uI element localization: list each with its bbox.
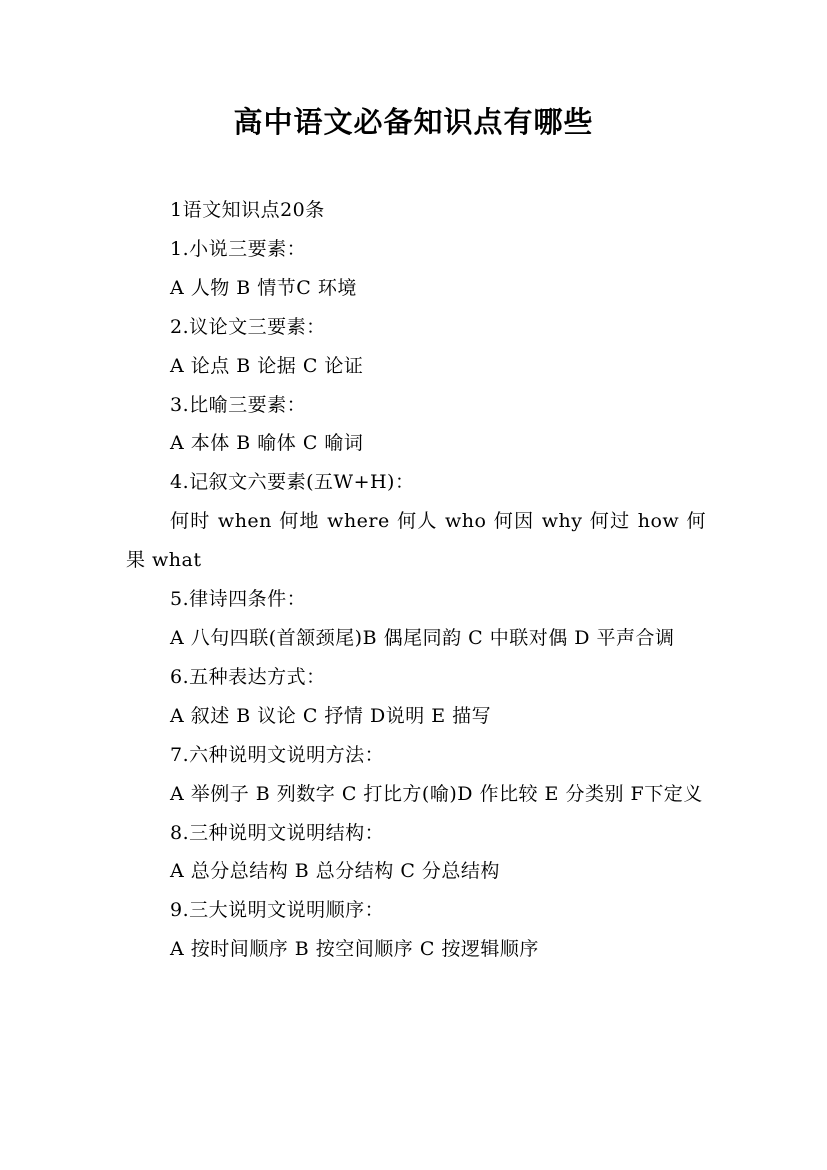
document-body — [126, 191, 706, 969]
paragraph-expression-modes-heading: 6.五种表达方式： — [170, 665, 326, 688]
paragraph-explanation-orders-heading: 9.三大说明文说明顺序： — [170, 899, 385, 922]
paragraph-novel-elements: A 人物 B 情节C 环境 — [170, 276, 357, 299]
paragraph-argument-elements-heading: 2.议论文三要素： — [170, 315, 326, 338]
paragraph-knowledge-heading: 1语文知识点20条 — [170, 199, 325, 221]
paragraph-explanation-structures-heading: 8.三种说明文说明结构： — [170, 821, 385, 844]
paragraph-expression-modes: A 叙述 B 议论 C 抒情 D说明 E 描写 — [170, 704, 492, 727]
paragraph-explanation-structures: A 总分总结构 B 总分结构 C 分总结构 — [170, 860, 500, 883]
paragraph-narrative-elements-heading: 4.记叙文六要素(五W+H)： — [170, 471, 415, 494]
paragraph-novel-elements-heading: 1.小说三要素： — [170, 237, 307, 260]
paragraph-argument-elements: A 论点 B 论据 C 论证 — [170, 354, 364, 377]
paragraph-metaphor-elements-heading: 3.比喻三要素： — [170, 393, 307, 416]
paragraph-explanation-orders: A 按时间顺序 B 按空间顺序 C 按逻辑顺序 — [170, 938, 539, 961]
paragraph-explanation-methods: A 举例子 B 列数字 C 打比方(喻)D 作比较 E 分类别 F下定义 — [170, 782, 703, 805]
paragraph-metaphor-elements: A 本体 B 喻体 C 喻词 — [170, 432, 364, 455]
paragraph-explanation-methods-heading: 7.六种说明文说明方法： — [170, 743, 385, 766]
paragraph-narrative-elements: 何时 when 何地 where 何人 who 何因 why 何过 how 何果 what — [126, 510, 706, 572]
document-title: 高中语文必备知识点有哪些 — [233, 105, 594, 139]
paragraph-regulated-verse: A 八句四联(首颔颈尾)B 偶尾同韵 C 中联对偶 D 平声合调 — [170, 626, 675, 649]
paragraph-regulated-verse-heading: 5.律诗四条件： — [170, 588, 307, 611]
